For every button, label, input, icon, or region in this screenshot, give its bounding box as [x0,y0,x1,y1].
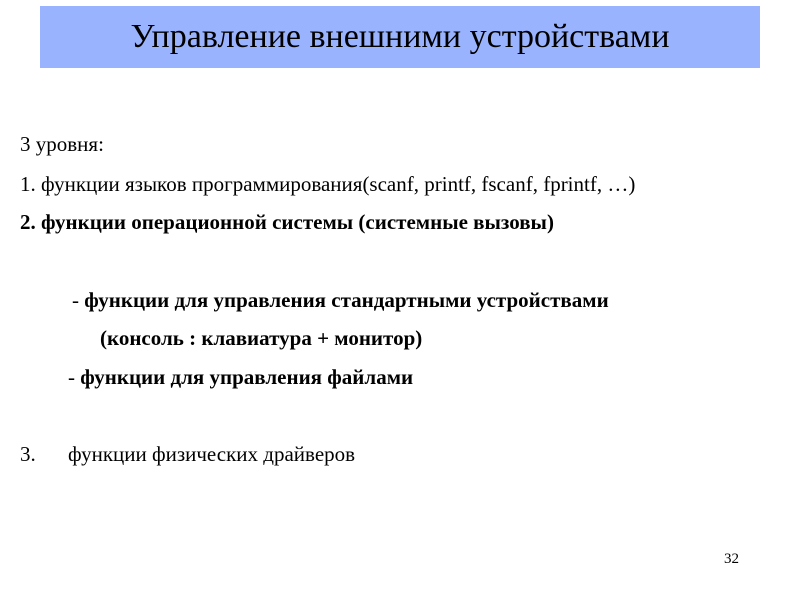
subitem-devices-text: функции для управления стандартными устройствами [84,288,609,312]
slide-title: Управление внешними устройствами [130,18,670,55]
level-1-item: 1. функции языков программирования(scanf, printf, fscanf, fprintf, …) [20,172,636,196]
level-3-text: функции физических драйверов [68,442,356,466]
slide-body [20,0,800,600]
level-2-subitem-devices-detail: (консоль : клавиатура + монитор) [100,326,423,350]
page-number: 32 [724,551,739,567]
subitem-dash: - [72,288,85,312]
level-3-number: 3. [20,442,36,466]
level-3-item [20,441,355,467]
levels-intro: 3 уровня: [20,132,104,156]
subitem-files-text: функции для управления файлами [80,365,414,389]
level-2-item: 2. функции операционной системы (системные вызовы) [20,210,554,234]
level-2-subitem-files [68,364,413,390]
level-2-subitem-devices [72,287,609,313]
subitem-dash: - [68,365,81,389]
